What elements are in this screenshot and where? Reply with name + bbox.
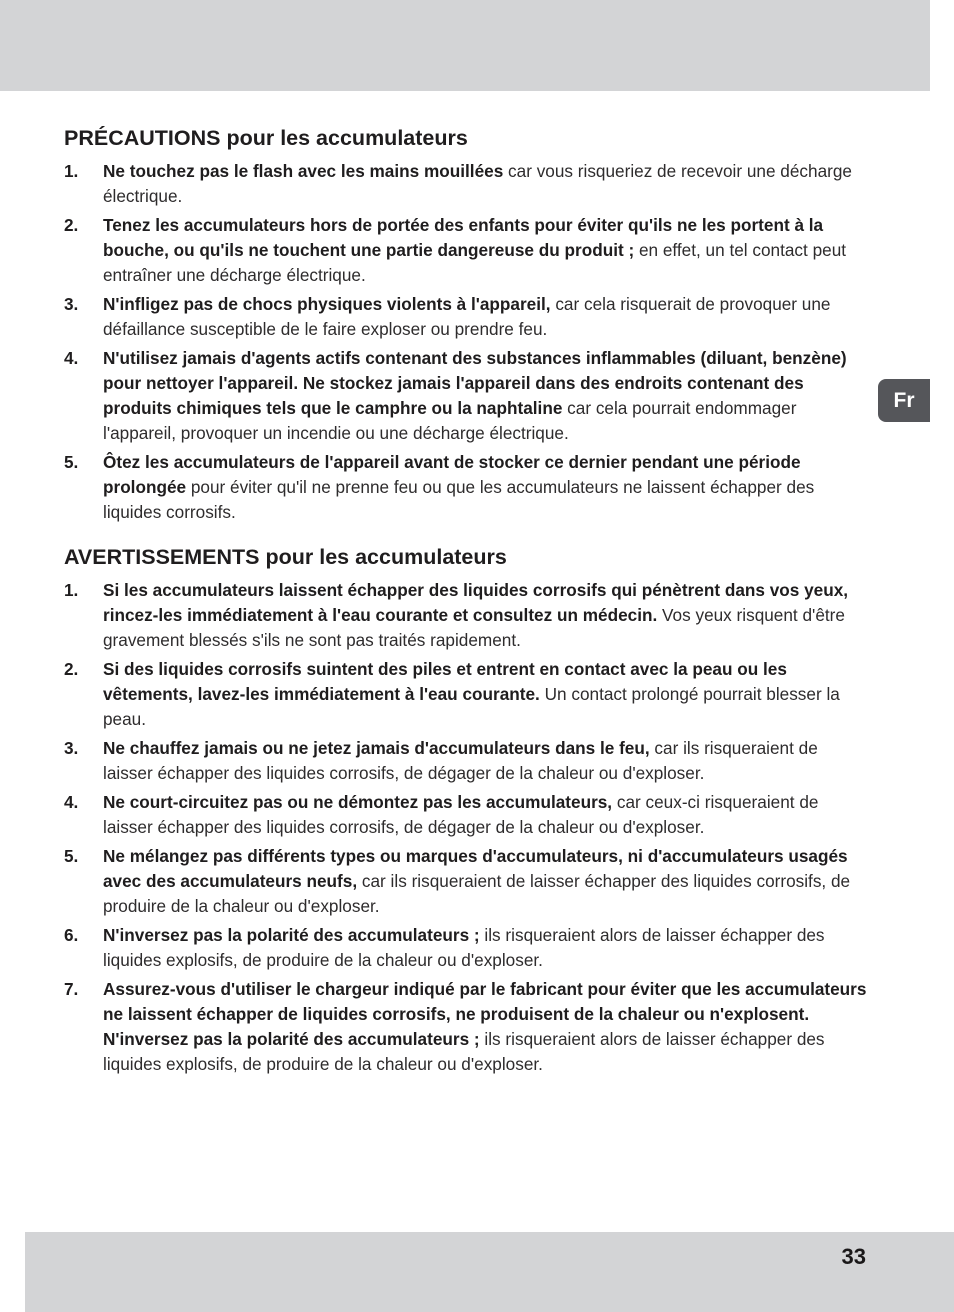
item-bold-text: Si des liquides corrosifs suintent des piles et entrent en contact avec la peau ou les vêtements, lavez-les immédiatement à l'eau courante. [103,659,787,704]
item-regular-text: car ils risqueraient de laisser échapper des liquides corrosifs, de dégager de la chaleur ou d'exploser. [103,738,818,783]
item-number: 7. [64,979,79,999]
list-item [64,578,871,653]
page-content [64,126,871,1081]
item-text [103,159,871,209]
item-regular-text: ils risqueraient alors de laisser échapper des liquides explosifs, de produire de la chaleur ou d'exploser. [103,925,825,970]
section-title: PRÉCAUTIONS pour les accumulateurs [64,126,468,150]
item-number: 3. [64,738,79,758]
item-bold-text: N'utilisez jamais d'agents actifs contenant des substances inflammables (diluant, benzène) pour nettoyer l'appareil. Ne stockez jamais l'appareil dans des endroits contenant des produits chimiques tels que le camphre ou la naphtaline [103,348,847,418]
item-regular-text: car cela risquerait de provoquer une défaillance susceptible de le faire exploser ou prendre feu. [103,294,831,339]
item-regular-text: car cela pourrait endommager l'appareil, provoquer un incendie ou une décharge électrique. [103,398,797,443]
item-number: 5. [64,452,79,472]
bottom-gray-band [25,1232,954,1312]
item-bold-text: Ne touchez pas le flash avec les mains mouillées [103,161,504,181]
list-item [64,923,871,973]
item-text [103,450,871,525]
item-text [103,977,871,1077]
item-text [103,657,871,732]
item-regular-text: en effet, un tel contact peut entraîner une décharge électrique. [103,240,847,285]
item-bold-text: Ne mélangez pas différents types ou marques d'accumulateurs, ni d'accumulateurs usagés avec des accumulateurs neufs, [103,846,848,891]
item-text [103,292,871,342]
item-text [103,736,871,786]
item-text [103,844,871,919]
item-bold-text: Ne chauffez jamais ou ne jetez jamais d'accumulateurs dans le feu, [103,738,650,758]
item-number: 5. [64,846,79,866]
list-item [64,844,871,919]
page-number: 33 [841,1244,866,1269]
section-title: AVERTISSEMENTS pour les accumulateurs [64,545,507,569]
item-number: 1. [64,580,79,600]
item-regular-text: Vos yeux risquent d'être gravement blessés s'ils ne sont pas traités rapidement. [103,605,845,650]
list-item [64,450,871,525]
list-item [64,977,871,1077]
item-bold-text: Ôtez les accumulateurs de l'appareil avant de stocker ce dernier pendant une période prolongée [103,452,801,497]
item-number: 2. [64,659,79,679]
language-tab-label: Fr [893,388,915,412]
item-bold-text: N'infligez pas de chocs physiques violents à l'appareil, [103,294,551,314]
item-regular-text: Un contact prolongé pourrait blesser la peau. [103,684,840,729]
section-precautions [64,126,871,525]
item-number: 2. [64,215,79,235]
language-tab-fr [878,379,930,422]
item-bold-text: Tenez les accumulateurs hors de portée des enfants pour éviter qu'ils ne les portent à la bouche, ou qu'ils ne touchent une partie dangereuse du produit ; [103,215,824,260]
list-item [64,736,871,786]
item-regular-text: car vous risqueriez de recevoir une décharge électrique. [103,161,852,206]
list-item [64,213,871,288]
list-item [64,292,871,342]
section-avertissements [64,545,871,1077]
item-regular-text: ils risqueraient alors de laisser échapper des liquides explosifs, de produire de la chaleur ou d'exploser. [103,1029,825,1074]
item-number: 4. [64,792,79,812]
item-number: 1. [64,161,79,181]
item-bold-text: Si les accumulateurs laissent échapper des liquides corrosifs qui pénètrent dans vos yeux, rincez-les immédiatement à l'eau courante et consultez un médecin. [103,580,849,625]
list-item [64,790,871,840]
list-item [64,346,871,446]
item-text [103,578,871,653]
item-number: 6. [64,925,79,945]
item-bold-text: N'inversez pas la polarité des accumulateurs ; [103,925,480,945]
item-regular-text: car ils risqueraient de laisser échapper des liquides corrosifs, de produire de la chaleur ou d'exploser. [103,871,851,916]
item-regular-text: pour éviter qu'il ne prenne feu ou que les accumulateurs ne laissent échapper des liquides corrosifs. [103,477,815,522]
list-item [64,159,871,209]
item-text [103,790,871,840]
item-bold-text: Assurez-vous d'utiliser le chargeur indiqué par le fabricant pour éviter que les accumulateurs ne laissent échapper de liquides corrosifs, ne produisent de la chaleur ou n'explosent. N'inversez pas la polarité des accumulateurs ; [103,979,867,1049]
item-text [103,923,871,973]
item-bold-text: Ne court-circuitez pas ou ne démontez pas les accumulateurs, [103,792,613,812]
item-regular-text: car ceux-ci risqueraient de laisser échapper des liquides corrosifs, de dégager de la chaleur ou d'exploser. [103,792,819,837]
item-text [103,213,871,288]
top-gray-band [0,0,930,91]
list-item [64,657,871,732]
item-number: 3. [64,294,79,314]
item-number: 4. [64,348,79,368]
item-text [103,346,871,446]
